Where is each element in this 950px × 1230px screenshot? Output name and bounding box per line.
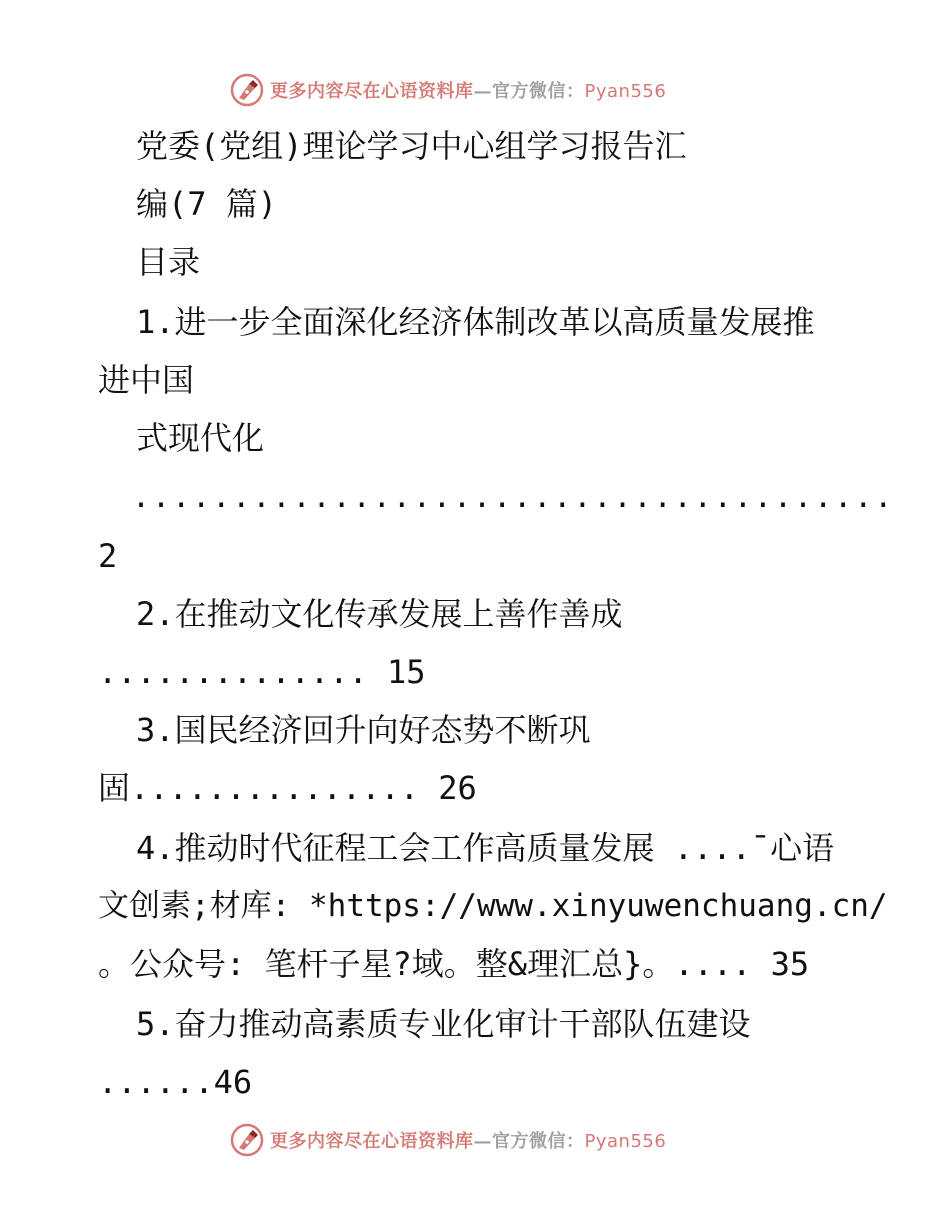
toc-entry-1-title: 1.进一步全面深化经济体制改革以高质量发展推 bbox=[136, 303, 815, 341]
toc-heading: 目录 bbox=[136, 243, 201, 281]
pen-nib-icon bbox=[230, 1123, 264, 1157]
banner-middle: —官方微信： bbox=[473, 1131, 585, 1152]
toc-entry-5-leader-page: ......46 bbox=[98, 1063, 253, 1101]
doc-title-line2: 编(7 篇) bbox=[136, 185, 278, 223]
toc-entry-4-cont2: 。公众号: 笔杆子星?域。整&理汇总}。.... 35 bbox=[98, 945, 810, 983]
toc-entry-1-leader: ...................................... bbox=[132, 480, 895, 515]
banner-account: Pyan556 bbox=[584, 81, 667, 102]
toc-entry-2-leader-page: .............. 15 bbox=[98, 653, 426, 691]
toc-entry-3-title: 3.国民经济回升向好态势不断巩 bbox=[136, 711, 591, 749]
banner-text bbox=[270, 1127, 666, 1153]
banner-middle: —官方微信： bbox=[473, 81, 585, 102]
banner-text bbox=[270, 77, 666, 103]
toc-entry-1-page: 2 bbox=[98, 537, 118, 575]
toc-entry-3-leader-page: 固............... 26 bbox=[98, 769, 477, 807]
footer-banner bbox=[230, 1120, 730, 1160]
header-banner bbox=[230, 70, 730, 110]
toc-entry-1-title-cont: 进中国 bbox=[98, 361, 195, 399]
pen-nib-icon bbox=[230, 73, 264, 107]
banner-prefix: 更多内容尽在心语资料库 bbox=[270, 81, 474, 102]
toc-entry-4-cont: 文创素;材库: *https://www.xinyuwenchuang.cn/ bbox=[98, 888, 888, 924]
toc-entry-1-title-cont2: 式现代化 bbox=[136, 419, 265, 457]
banner-prefix: 更多内容尽在心语资料库 bbox=[270, 1131, 474, 1152]
banner-account: Pyan556 bbox=[584, 1131, 667, 1152]
toc-entry-2-title: 2.在推动文化传承发展上善作善成 bbox=[136, 595, 623, 633]
toc-entry-5-title: 5.奋力推动高素质专业化审计干部队伍建设 bbox=[136, 1005, 751, 1043]
toc-entry-4-title: 4.推动时代征程工会工作高质量发展 ....¯心语 bbox=[136, 829, 835, 867]
doc-title-line1: 党委(党组)理论学习中心组学习报告汇 bbox=[136, 127, 687, 165]
